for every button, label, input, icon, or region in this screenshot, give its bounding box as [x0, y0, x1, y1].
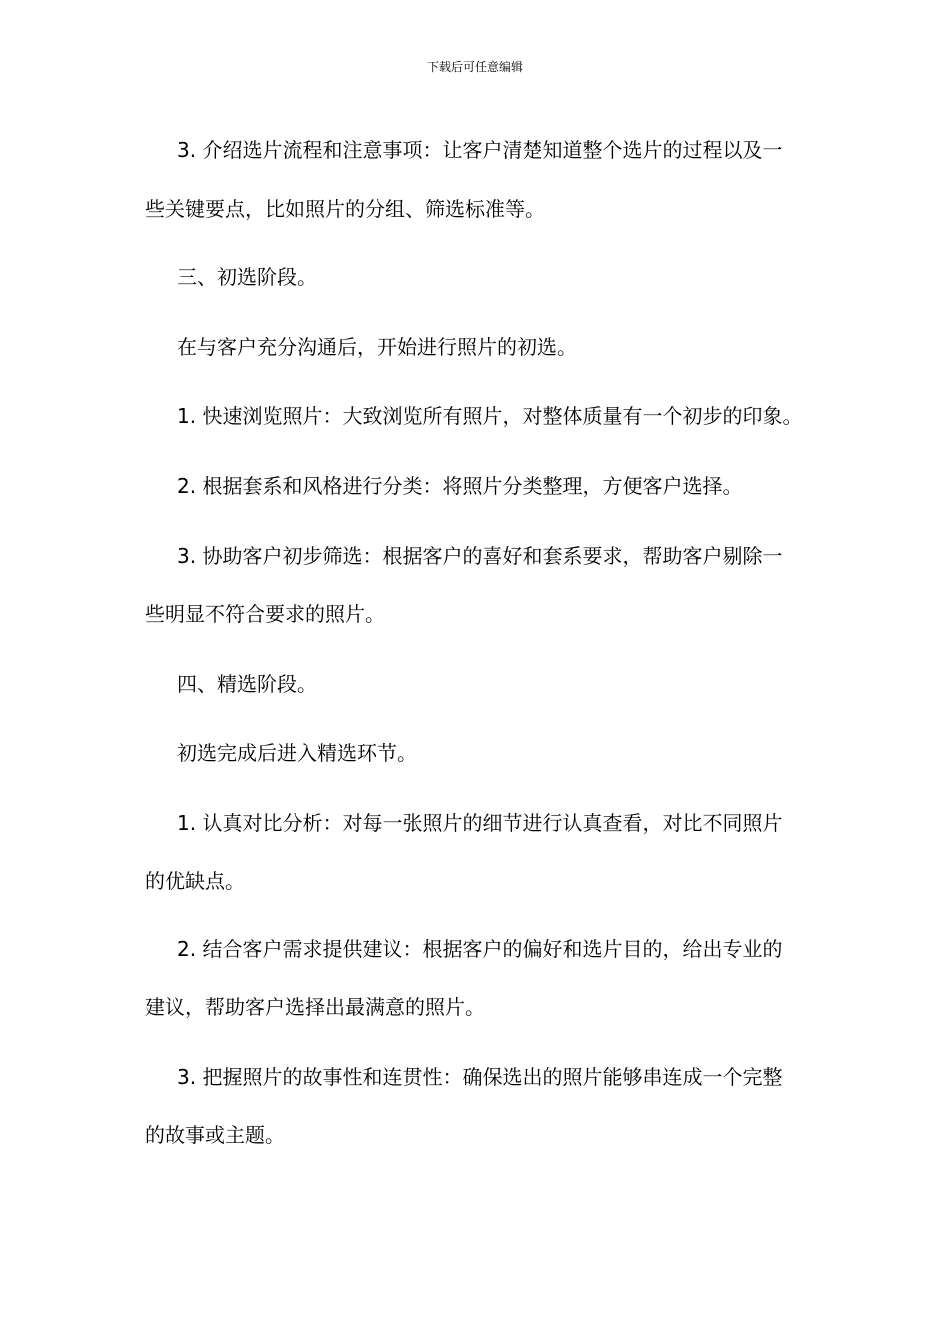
- paragraph-line: 2. 根据套系和风格进行分类：将照片分类整理，方便客户选择。: [177, 474, 743, 498]
- page-header-note: 下载后可任意编辑: [426, 60, 523, 74]
- paragraph-line: 3. 把握照片的故事性和连贯性：确保选出的照片能够串连成一个完整: [177, 1065, 783, 1089]
- paragraph-line: 初选完成后进入精选环节。: [177, 741, 417, 765]
- paragraph-line: 3. 介绍选片流程和注意事项：让客户清楚知道整个选片的过程以及一: [177, 138, 783, 162]
- paragraph-line: 建议，帮助客户选择出最满意的照片。: [145, 995, 485, 1019]
- paragraph-line: 些关键要点，比如照片的分组、筛选标准等。: [145, 197, 545, 221]
- paragraph-line: 3. 协助客户初步筛选：根据客户的喜好和套系要求，帮助客户剔除一: [177, 544, 783, 568]
- paragraph-line: 些明显不符合要求的照片。: [145, 602, 385, 626]
- paragraph-line: 2. 结合客户需求提供建议：根据客户的偏好和选片目的，给出专业的: [177, 937, 783, 961]
- section-heading-4: 四、精选阶段。: [177, 672, 317, 696]
- paragraph-line: 1. 认真对比分析：对每一张照片的细节进行认真查看，对比不同照片: [177, 811, 783, 835]
- section-heading-3: 三、初选阶段。: [177, 265, 317, 289]
- paragraph-line: 1. 快速浏览照片：大致浏览所有照片，对整体质量有一个初步的印象。: [177, 404, 803, 428]
- paragraph-line: 的故事或主题。: [145, 1123, 285, 1147]
- paragraph-line: 在与客户充分沟通后，开始进行照片的初选。: [177, 335, 577, 359]
- paragraph-line: 的优缺点。: [145, 869, 245, 893]
